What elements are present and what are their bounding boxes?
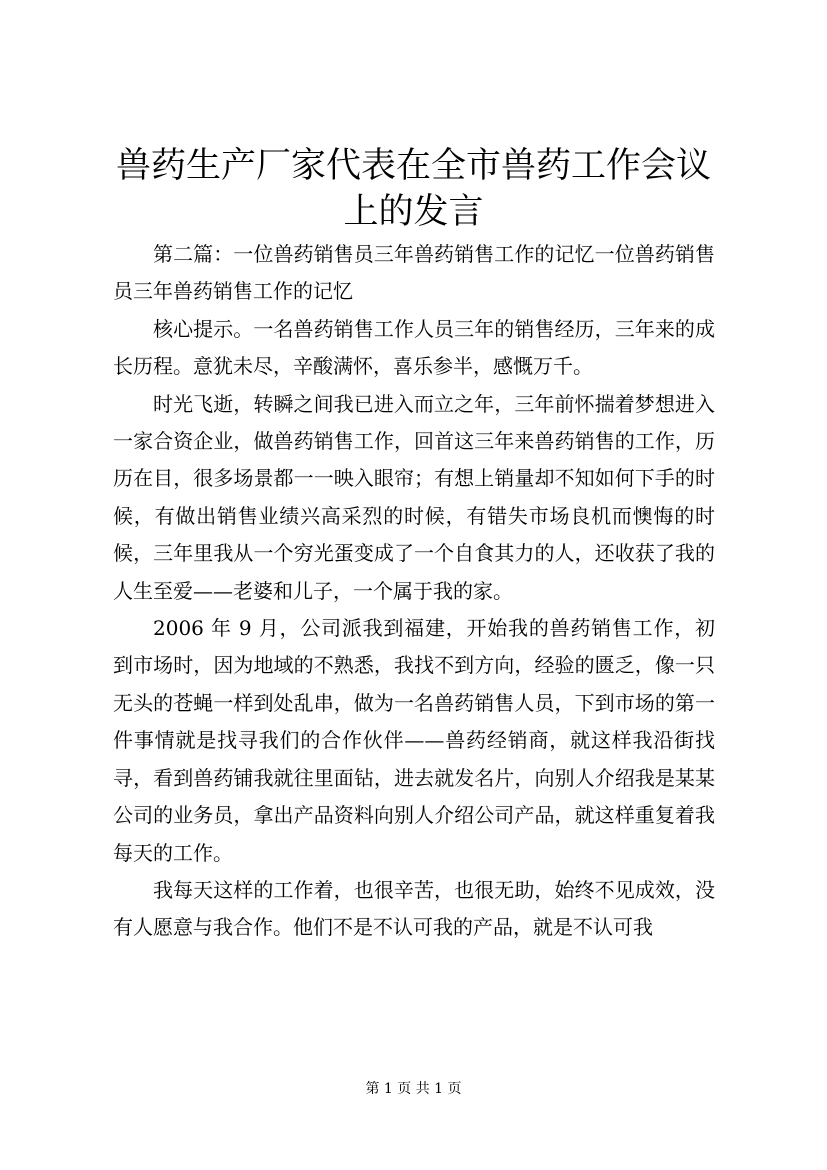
- document-body: [113, 236, 715, 947]
- document-title: 兽药生产厂家代表在全市兽药工作会议上的发言: [115, 146, 711, 232]
- paragraph-2: 核心提示。一名兽药销售工作人员三年的销售经历，三年来的成长历程。意犹未尽，辛酸满怀，喜乐参半，感慨万千。: [113, 316, 715, 379]
- paragraph-5: 我每天这样的工作着，也很辛苦，也很无助，始终不见成效，没有人愿意与我合作。他们不是不认可我的产品，就是不认可我: [113, 877, 715, 940]
- page-number-footer: 第 1 页 共 1 页: [365, 1081, 462, 1097]
- paragraph-4: 2006 年 9 月，公司派我到福建，开始我的兽药销售工作，初到市场时，因为地域的不熟悉，我找不到方向，经验的匮乏，像一只无头的苍蝇一样到处乱串，做为一名兽药销售人员，下到市场的第一件事情就是找寻我们的合作伙伴——兽药经销商，就这样我沿街找寻，看到兽药铺我就往里面钻，进去就发名片，向别人介绍我是某某公司的业务员，拿出产品资料向别人介绍公司产品，就这样重复着我每天的工作。: [113, 616, 715, 865]
- paragraph-3: 时光飞逝，转瞬之间我已进入而立之年，三年前怀揣着梦想进入一家合资企业，做兽药销售工作，回首这三年来兽药销售的工作，历历在目，很多场景都一一映入眼帘；有想上销量却不知如何下手的时候，有做出销售业绩兴高采烈的时候，有错失市场良机而懊悔的时候，三年里我从一个穷光蛋变成了一个自食其力的人，还收获了我的人生至爱——老婆和儿子，一个属于我的家。: [113, 391, 715, 603]
- paragraph-1: 第二篇：一位兽药销售员三年兽药销售工作的记忆一位兽药销售员三年兽药销售工作的记忆: [113, 242, 715, 304]
